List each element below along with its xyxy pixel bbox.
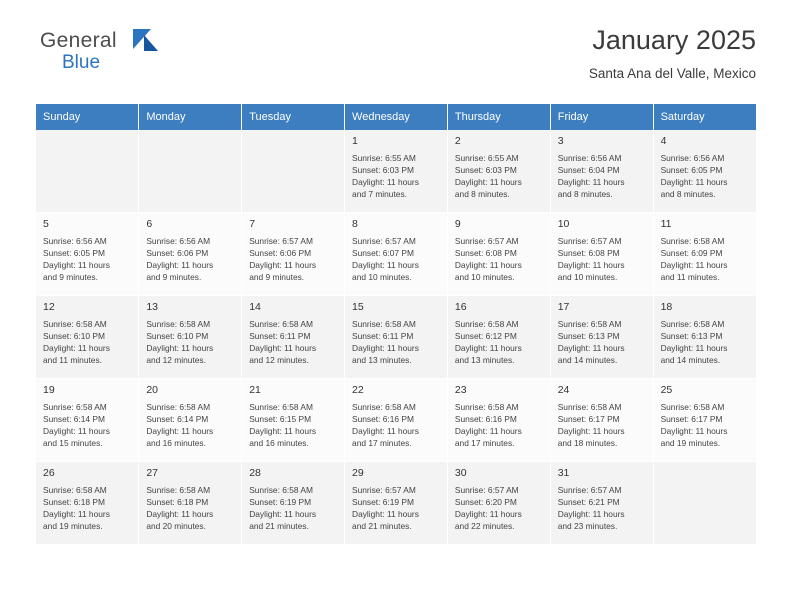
day-info-line: Sunset: 6:08 PM bbox=[557, 247, 620, 258]
day-number: 29 bbox=[352, 467, 364, 479]
day-info-line: Daylight: 11 hours bbox=[249, 259, 317, 270]
day-info-line: and 22 minutes. bbox=[454, 520, 515, 531]
day-info-line: Sunset: 6:15 PM bbox=[249, 413, 312, 424]
day-number: 15 bbox=[352, 301, 364, 313]
day-number: 20 bbox=[146, 384, 159, 396]
day-info-line: Sunset: 6:13 PM bbox=[557, 330, 620, 341]
calendar-day-cell[interactable] bbox=[242, 379, 345, 462]
day-info-line: and 23 minutes. bbox=[557, 520, 618, 531]
day-info-line: Sunset: 6:12 PM bbox=[454, 330, 517, 341]
day-info-line: and 7 minutes. bbox=[352, 188, 407, 199]
day-info-line: Sunrise: 6:56 AM bbox=[43, 235, 107, 246]
day-info-line: Sunrise: 6:58 AM bbox=[146, 318, 211, 329]
day-info-line: and 10 minutes. bbox=[557, 271, 618, 282]
day-sun-info bbox=[558, 485, 647, 533]
day-info-line: and 9 minutes. bbox=[249, 271, 305, 282]
day-info-line: and 8 minutes. bbox=[660, 188, 716, 199]
day-info-line: Sunrise: 6:57 AM bbox=[454, 235, 519, 246]
calendar-day-cell[interactable] bbox=[653, 296, 756, 379]
day-info-line: Daylight: 11 hours bbox=[249, 342, 317, 353]
day-sun-info bbox=[455, 402, 544, 450]
day-info-line: Sunset: 6:14 PM bbox=[146, 413, 209, 424]
calendar-day-cell[interactable] bbox=[653, 213, 756, 296]
day-sun-info bbox=[455, 236, 544, 284]
page-header bbox=[36, 0, 756, 81]
day-info-line: Sunrise: 6:58 AM bbox=[43, 318, 107, 329]
calendar-day-cell[interactable] bbox=[242, 213, 345, 296]
day-info-line: Sunset: 6:10 PM bbox=[43, 330, 105, 341]
day-sun-info bbox=[455, 153, 544, 201]
day-info-line: Sunset: 6:07 PM bbox=[352, 247, 414, 258]
day-number: 14 bbox=[249, 301, 261, 313]
calendar-day-cell[interactable] bbox=[345, 462, 448, 545]
day-info-line: Sunrise: 6:58 AM bbox=[146, 484, 211, 495]
day-info-line: and 20 minutes. bbox=[146, 520, 206, 531]
day-info-line: and 8 minutes. bbox=[454, 188, 510, 199]
day-info-line: Sunset: 6:18 PM bbox=[43, 496, 105, 507]
day-info-line: and 18 minutes. bbox=[557, 437, 618, 448]
day-sun-info bbox=[661, 153, 750, 201]
calendar-day-cell[interactable] bbox=[36, 379, 139, 462]
day-info-line: Sunset: 6:19 PM bbox=[352, 496, 414, 507]
day-info-line: and 16 minutes. bbox=[146, 437, 206, 448]
day-sun-info bbox=[146, 402, 235, 450]
day-info-line: and 13 minutes. bbox=[352, 354, 412, 365]
calendar-day-cell[interactable] bbox=[653, 130, 756, 213]
day-info-line: Daylight: 11 hours bbox=[43, 508, 110, 519]
day-sun-info bbox=[43, 485, 132, 533]
page-title: January 2025 bbox=[592, 25, 756, 55]
day-info-line: and 17 minutes. bbox=[352, 437, 412, 448]
day-info-line: and 19 minutes. bbox=[660, 437, 721, 448]
day-info-line: Sunrise: 6:58 AM bbox=[352, 401, 416, 412]
day-number: 13 bbox=[146, 301, 159, 313]
day-sun-info bbox=[43, 236, 132, 284]
calendar-day-cell[interactable] bbox=[242, 462, 345, 545]
day-number: 3 bbox=[557, 135, 564, 147]
day-number: 5 bbox=[43, 218, 49, 230]
day-info-line: Sunrise: 6:56 AM bbox=[557, 152, 622, 163]
day-info-line: Daylight: 11 hours bbox=[660, 425, 728, 436]
weekday-header-monday: Monday bbox=[139, 104, 242, 130]
calendar-day-cell[interactable] bbox=[139, 462, 242, 545]
calendar-table bbox=[36, 104, 756, 545]
day-info-line: Daylight: 11 hours bbox=[43, 259, 110, 270]
day-info-line: Sunset: 6:03 PM bbox=[454, 164, 517, 175]
day-info-line: Sunset: 6:17 PM bbox=[557, 413, 620, 424]
day-number: 10 bbox=[557, 218, 570, 230]
day-sun-info bbox=[455, 485, 544, 533]
calendar-day-cell[interactable] bbox=[139, 379, 242, 462]
day-info-line: and 8 minutes. bbox=[557, 188, 613, 199]
day-info-line: Daylight: 11 hours bbox=[352, 259, 419, 270]
calendar-day-cell[interactable] bbox=[345, 213, 448, 296]
day-number: 7 bbox=[249, 218, 256, 230]
weekday-header-sunday: Sunday bbox=[36, 104, 139, 130]
day-number: 24 bbox=[557, 384, 570, 396]
day-info-line: Sunrise: 6:56 AM bbox=[146, 235, 211, 246]
day-info-line: Sunset: 6:10 PM bbox=[146, 330, 209, 341]
day-number: 8 bbox=[352, 218, 358, 230]
day-info-line: Sunset: 6:11 PM bbox=[352, 330, 414, 341]
day-sun-info bbox=[43, 402, 132, 450]
calendar-day-cell[interactable] bbox=[139, 213, 242, 296]
day-sun-info bbox=[661, 236, 750, 284]
day-info-line: Sunrise: 6:58 AM bbox=[249, 318, 313, 329]
day-info-line: and 14 minutes. bbox=[557, 354, 618, 365]
day-info-line: Sunset: 6:09 PM bbox=[660, 247, 723, 258]
day-info-line: Daylight: 11 hours bbox=[249, 425, 317, 436]
day-info-line: Daylight: 11 hours bbox=[352, 342, 419, 353]
day-sun-info bbox=[146, 485, 235, 533]
calendar-day-cell[interactable] bbox=[36, 462, 139, 545]
calendar-day-cell[interactable] bbox=[550, 462, 653, 545]
day-sun-info bbox=[352, 402, 441, 450]
day-sun-info bbox=[43, 319, 132, 367]
day-info-line: Sunset: 6:21 PM bbox=[557, 496, 620, 507]
day-info-line: Daylight: 11 hours bbox=[454, 342, 522, 353]
day-info-line: Sunrise: 6:57 AM bbox=[352, 235, 416, 246]
day-info-line: Sunset: 6:06 PM bbox=[146, 247, 209, 258]
calendar-week-row bbox=[36, 296, 756, 379]
weekday-header-saturday: Saturday bbox=[653, 104, 756, 130]
calendar-day-cell[interactable] bbox=[36, 213, 139, 296]
day-info-line: Sunrise: 6:56 AM bbox=[660, 152, 725, 163]
day-info-line: Daylight: 11 hours bbox=[43, 425, 110, 436]
day-info-line: Daylight: 11 hours bbox=[146, 342, 214, 353]
day-info-line: Daylight: 11 hours bbox=[557, 259, 625, 270]
day-sun-info bbox=[558, 236, 647, 284]
calendar-day-cell[interactable] bbox=[345, 130, 448, 213]
day-number: 28 bbox=[249, 467, 261, 479]
calendar-week-row bbox=[36, 213, 756, 296]
day-sun-info bbox=[558, 402, 647, 450]
title-block bbox=[589, 26, 756, 81]
day-info-line: Daylight: 11 hours bbox=[660, 342, 728, 353]
calendar-week-row bbox=[36, 130, 756, 213]
day-number: 17 bbox=[557, 301, 570, 313]
day-info-line: Sunrise: 6:58 AM bbox=[660, 401, 725, 412]
day-info-line: Daylight: 11 hours bbox=[43, 342, 110, 353]
day-number: 1 bbox=[352, 135, 358, 147]
day-info-line: Sunrise: 6:58 AM bbox=[43, 401, 107, 412]
day-info-line: and 21 minutes. bbox=[249, 520, 309, 531]
day-info-line: Daylight: 11 hours bbox=[557, 508, 625, 519]
calendar-day-cell[interactable] bbox=[345, 296, 448, 379]
calendar-day-cell-empty bbox=[139, 130, 242, 213]
day-info-line: Sunset: 6:16 PM bbox=[352, 413, 414, 424]
calendar-day-cell[interactable] bbox=[550, 213, 653, 296]
day-info-line: and 11 minutes. bbox=[43, 354, 102, 365]
day-info-line: and 9 minutes. bbox=[146, 271, 202, 282]
calendar-day-cell[interactable] bbox=[550, 296, 653, 379]
day-sun-info bbox=[558, 153, 647, 201]
day-info-line: Sunset: 6:17 PM bbox=[660, 413, 723, 424]
calendar-body bbox=[36, 130, 756, 545]
day-sun-info bbox=[352, 319, 441, 367]
day-info-line: Daylight: 11 hours bbox=[557, 176, 625, 187]
day-info-line: and 13 minutes. bbox=[454, 354, 515, 365]
calendar-day-cell[interactable] bbox=[550, 130, 653, 213]
calendar-day-cell[interactable] bbox=[345, 379, 448, 462]
day-info-line: Sunset: 6:19 PM bbox=[249, 496, 312, 507]
calendar-day-cell[interactable] bbox=[653, 379, 756, 462]
day-info-line: Sunrise: 6:58 AM bbox=[249, 401, 313, 412]
location-label: Santa Ana del Valle, Mexico bbox=[588, 65, 756, 81]
day-info-line: Sunset: 6:08 PM bbox=[454, 247, 517, 258]
day-info-line: Sunrise: 6:58 AM bbox=[249, 484, 313, 495]
day-sun-info bbox=[352, 153, 441, 201]
day-info-line: Sunrise: 6:55 AM bbox=[454, 152, 519, 163]
day-info-line: Sunset: 6:06 PM bbox=[249, 247, 312, 258]
day-info-line: Daylight: 11 hours bbox=[557, 425, 625, 436]
day-info-line: and 12 minutes. bbox=[249, 354, 309, 365]
day-info-line: Sunrise: 6:58 AM bbox=[454, 318, 519, 329]
day-info-line: Sunset: 6:04 PM bbox=[557, 164, 620, 175]
day-info-line: Daylight: 11 hours bbox=[249, 508, 317, 519]
day-info-line: Sunset: 6:18 PM bbox=[146, 496, 209, 507]
day-sun-info bbox=[146, 319, 235, 367]
day-info-line: Sunset: 6:13 PM bbox=[660, 330, 723, 341]
day-info-line: Sunset: 6:20 PM bbox=[454, 496, 517, 507]
day-info-line: and 21 minutes. bbox=[352, 520, 412, 531]
calendar-day-cell-empty bbox=[36, 130, 139, 213]
day-sun-info bbox=[558, 319, 647, 367]
day-info-line: Daylight: 11 hours bbox=[660, 259, 728, 270]
day-info-line: Sunset: 6:05 PM bbox=[660, 164, 723, 175]
day-info-line: Daylight: 11 hours bbox=[352, 176, 419, 187]
day-sun-info bbox=[661, 402, 750, 450]
day-number: 6 bbox=[146, 218, 153, 230]
day-number: 12 bbox=[43, 301, 55, 313]
calendar-day-cell[interactable] bbox=[242, 296, 345, 379]
day-number: 22 bbox=[352, 384, 364, 396]
day-number: 25 bbox=[660, 384, 673, 396]
day-info-line: and 19 minutes. bbox=[43, 520, 103, 531]
day-info-line: Daylight: 11 hours bbox=[146, 508, 214, 519]
general-blue-logo[interactable] bbox=[40, 30, 240, 82]
day-sun-info bbox=[661, 319, 750, 367]
day-info-line: and 17 minutes. bbox=[454, 437, 515, 448]
weekday-header-friday: Friday bbox=[550, 104, 653, 130]
day-info-line: Sunrise: 6:58 AM bbox=[146, 401, 211, 412]
day-number: 18 bbox=[660, 301, 673, 313]
day-info-line: Daylight: 11 hours bbox=[146, 425, 214, 436]
day-info-line: Sunrise: 6:58 AM bbox=[660, 318, 725, 329]
day-info-line: Daylight: 11 hours bbox=[352, 425, 419, 436]
day-info-line: and 12 minutes. bbox=[146, 354, 206, 365]
day-info-line: and 15 minutes. bbox=[43, 437, 103, 448]
day-info-line: Sunrise: 6:57 AM bbox=[557, 235, 622, 246]
day-sun-info bbox=[455, 319, 544, 367]
calendar-day-cell[interactable] bbox=[550, 379, 653, 462]
day-number: 9 bbox=[454, 218, 461, 230]
day-info-line: Daylight: 11 hours bbox=[454, 425, 522, 436]
day-info-line: Sunset: 6:05 PM bbox=[43, 247, 105, 258]
weekday-header-row bbox=[36, 104, 756, 130]
calendar-day-cell-empty bbox=[242, 130, 345, 213]
day-info-line: Sunrise: 6:58 AM bbox=[557, 401, 622, 412]
day-info-line: Daylight: 11 hours bbox=[660, 176, 728, 187]
day-sun-info bbox=[249, 402, 338, 450]
day-sun-info bbox=[352, 485, 441, 533]
weekday-header-thursday: Thursday bbox=[447, 104, 550, 130]
day-info-line: Sunset: 6:11 PM bbox=[249, 330, 311, 341]
day-info-line: Sunset: 6:16 PM bbox=[454, 413, 517, 424]
day-info-line: Sunrise: 6:55 AM bbox=[352, 152, 416, 163]
weekday-header-wednesday: Wednesday bbox=[345, 104, 448, 130]
day-info-line: Daylight: 11 hours bbox=[454, 508, 522, 519]
day-number: 27 bbox=[146, 467, 159, 479]
day-info-line: Sunset: 6:14 PM bbox=[43, 413, 105, 424]
day-number: 11 bbox=[660, 218, 672, 230]
day-info-line: and 11 minutes. bbox=[660, 271, 720, 282]
calendar-day-cell[interactable] bbox=[447, 379, 550, 462]
day-info-line: Sunrise: 6:57 AM bbox=[454, 484, 519, 495]
day-number: 2 bbox=[454, 135, 461, 147]
day-number: 21 bbox=[249, 384, 261, 396]
logo-flag-secondary-icon bbox=[144, 35, 158, 51]
day-info-line: Sunrise: 6:58 AM bbox=[43, 484, 107, 495]
calendar-week-row bbox=[36, 379, 756, 462]
day-sun-info bbox=[249, 236, 338, 284]
calendar-day-cell[interactable] bbox=[139, 296, 242, 379]
day-info-line: Sunrise: 6:58 AM bbox=[454, 401, 519, 412]
day-sun-info bbox=[249, 319, 338, 367]
calendar-week-row bbox=[36, 462, 756, 545]
day-info-line: Sunrise: 6:57 AM bbox=[352, 484, 416, 495]
day-info-line: Daylight: 11 hours bbox=[146, 259, 214, 270]
day-info-line: Sunrise: 6:58 AM bbox=[352, 318, 416, 329]
day-info-line: Sunrise: 6:58 AM bbox=[557, 318, 622, 329]
calendar-day-cell[interactable] bbox=[36, 296, 139, 379]
day-number: 4 bbox=[660, 135, 667, 147]
day-info-line: and 10 minutes. bbox=[454, 271, 515, 282]
day-number: 16 bbox=[454, 301, 467, 313]
day-info-line: Sunrise: 6:57 AM bbox=[249, 235, 313, 246]
day-info-line: Daylight: 11 hours bbox=[557, 342, 625, 353]
day-info-line: Sunrise: 6:58 AM bbox=[660, 235, 725, 246]
calendar-day-cell[interactable] bbox=[447, 296, 550, 379]
calendar-day-cell-empty bbox=[653, 462, 756, 545]
day-number: 23 bbox=[454, 384, 467, 396]
day-number: 30 bbox=[454, 467, 467, 479]
day-info-line: Sunset: 6:03 PM bbox=[352, 164, 414, 175]
day-sun-info bbox=[352, 236, 441, 284]
day-number: 31 bbox=[557, 467, 570, 479]
day-info-line: Sunrise: 6:57 AM bbox=[557, 484, 622, 495]
day-info-line: and 16 minutes. bbox=[249, 437, 309, 448]
day-info-line: and 10 minutes. bbox=[352, 271, 412, 282]
calendar-day-cell[interactable] bbox=[447, 213, 550, 296]
day-info-line: Daylight: 11 hours bbox=[454, 176, 522, 187]
day-number: 19 bbox=[43, 384, 55, 396]
day-info-line: and 9 minutes. bbox=[43, 271, 98, 282]
calendar-day-cell[interactable] bbox=[447, 462, 550, 545]
day-info-line: and 14 minutes. bbox=[660, 354, 721, 365]
logo-text-general: General bbox=[40, 29, 117, 52]
day-sun-info bbox=[249, 485, 338, 533]
day-info-line: Daylight: 11 hours bbox=[454, 259, 522, 270]
day-info-line: Daylight: 11 hours bbox=[352, 508, 419, 519]
calendar-day-cell[interactable] bbox=[447, 130, 550, 213]
logo-text-blue: Blue bbox=[62, 52, 101, 73]
day-number: 26 bbox=[43, 467, 55, 479]
day-sun-info bbox=[146, 236, 235, 284]
weekday-header-tuesday: Tuesday bbox=[242, 104, 345, 130]
